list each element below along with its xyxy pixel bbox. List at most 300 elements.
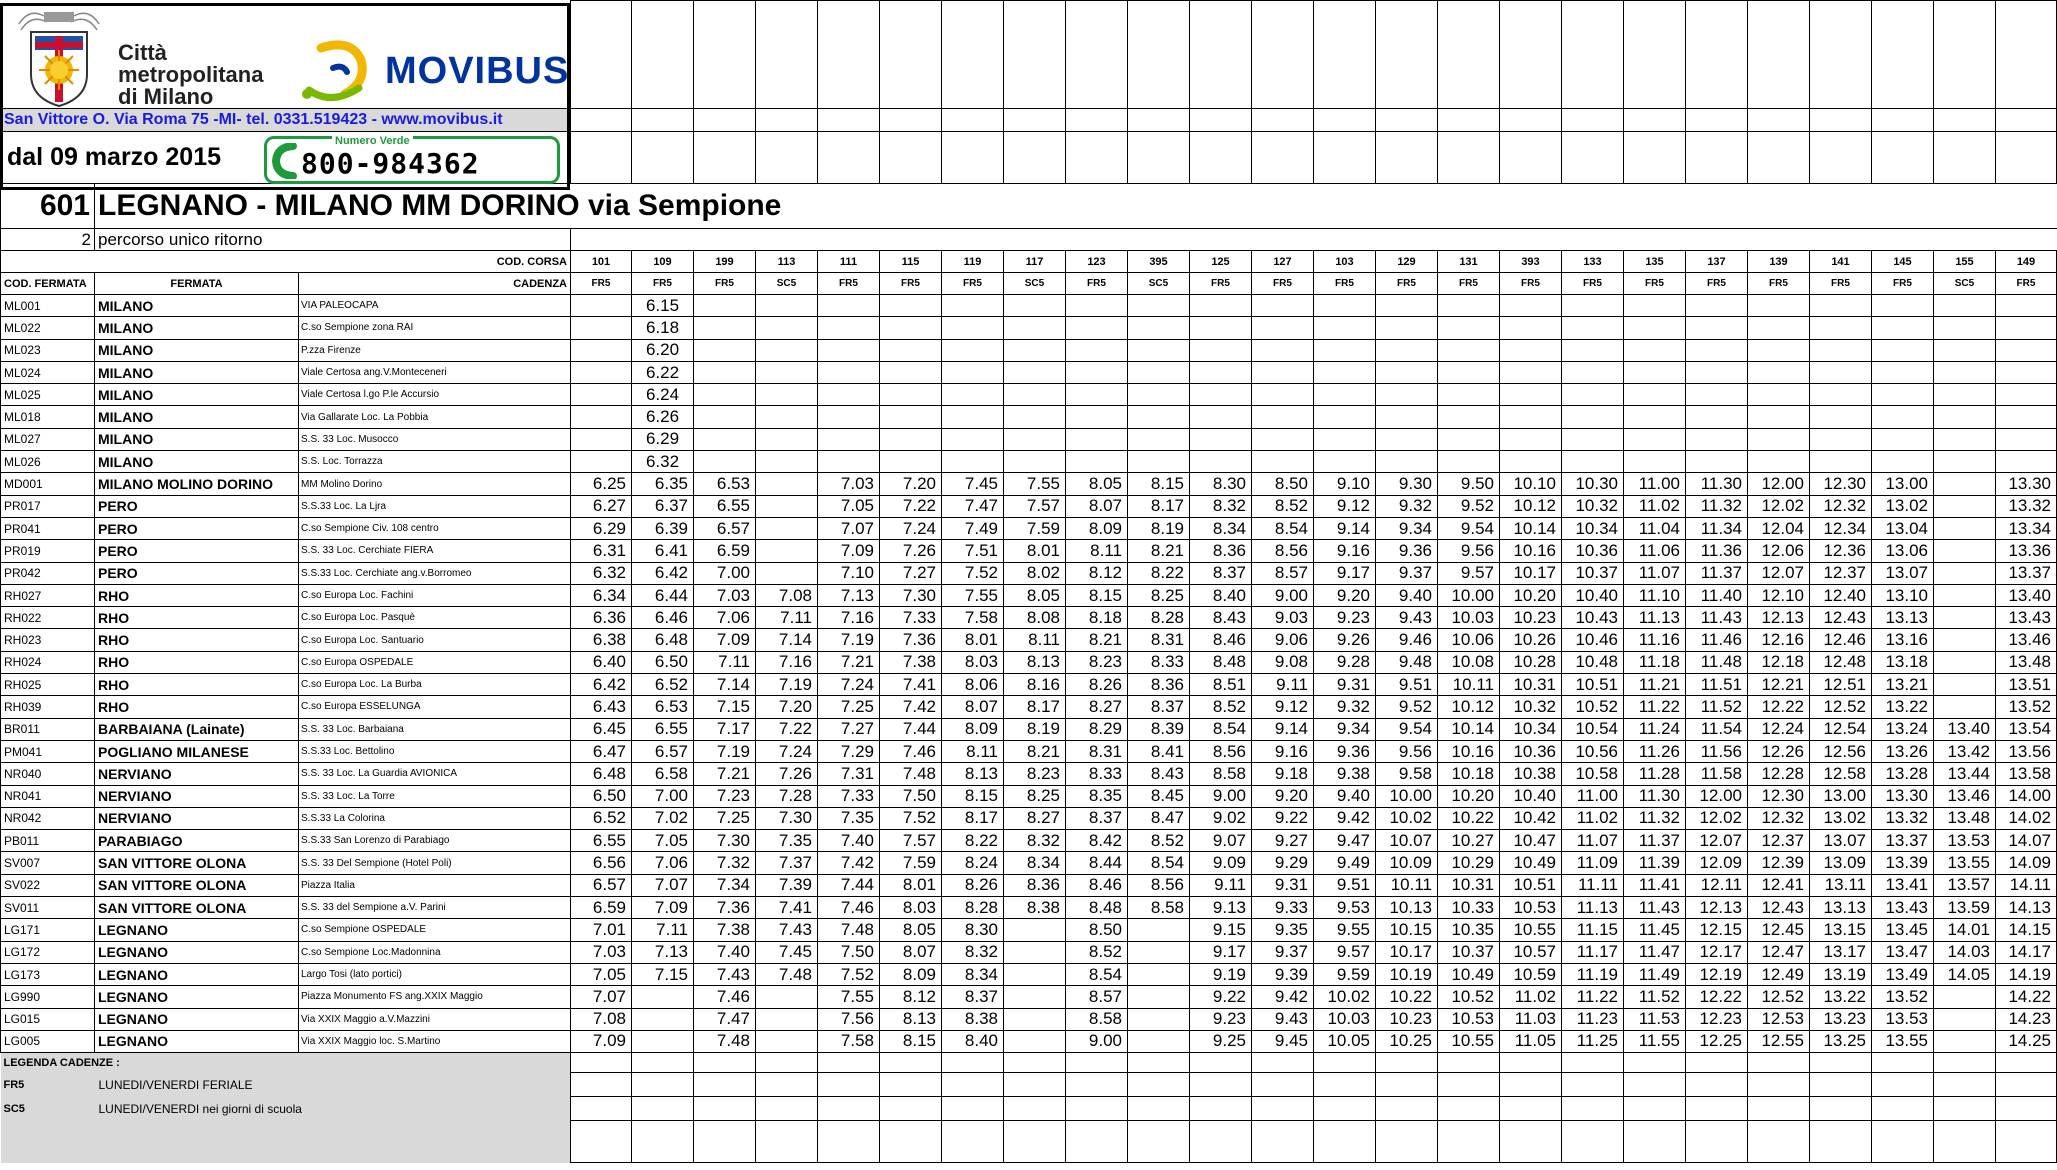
stop-address: C.so Europa Loc. Fachini (299, 584, 571, 606)
departure-time: 8.13 (880, 1008, 942, 1030)
departure-time: 13.22 (1810, 986, 1872, 1008)
direction-code: 2 (1, 229, 95, 251)
empty-cell (1562, 1073, 1624, 1097)
stop-code: PB011 (1, 830, 95, 852)
departure-time: 10.02 (1314, 986, 1376, 1008)
departure-time (1934, 406, 1996, 428)
stop-row (1, 406, 2057, 428)
departure-time: 13.49 (1872, 963, 1934, 985)
stop-address: C.so Sempione Loc.Madonnina (299, 941, 571, 963)
departure-time: 7.30 (694, 830, 756, 852)
departure-time: 9.43 (1376, 607, 1438, 629)
empty-cell (632, 1073, 694, 1097)
departure-time (1686, 295, 1748, 317)
departure-time: 8.33 (1128, 651, 1190, 673)
departure-time: 13.46 (1996, 629, 2057, 651)
departure-time: 8.37 (942, 986, 1004, 1008)
departure-time: 7.19 (694, 740, 756, 762)
departure-time: 7.55 (1004, 473, 1066, 495)
empty-cell (1438, 229, 1500, 251)
empty-cell (880, 1097, 942, 1121)
departure-time (880, 361, 942, 383)
empty-cell (1872, 1053, 1934, 1073)
departure-time: 8.57 (1066, 986, 1128, 1008)
trip-cadence: FR5 (1500, 273, 1562, 295)
departure-time: 8.29 (1066, 718, 1128, 740)
departure-time: 10.38 (1500, 763, 1562, 785)
departure-time: 7.41 (756, 897, 818, 919)
empty-cell (1128, 1053, 1190, 1073)
trip-cadence: FR5 (1252, 273, 1314, 295)
empty-cell (1252, 1053, 1314, 1073)
departure-time (694, 384, 756, 406)
departure-time: 11.49 (1624, 963, 1686, 985)
departure-time: 13.42 (1934, 740, 1996, 762)
empty-cell (694, 1097, 756, 1121)
departure-time (1934, 495, 1996, 517)
departure-time (1252, 295, 1314, 317)
empty-cell (1686, 1097, 1748, 1121)
departure-time: 8.25 (1128, 584, 1190, 606)
departure-time: 13.47 (1872, 941, 1934, 963)
departure-time: 7.22 (880, 495, 942, 517)
departure-time: 9.10 (1314, 473, 1376, 495)
departure-time (1624, 406, 1686, 428)
stop-address: S.S.33 San Lorenzo di Parabiago (299, 830, 571, 852)
departure-time: 13.06 (1872, 540, 1934, 562)
departure-time: 8.54 (1252, 517, 1314, 539)
departure-time: 13.52 (1872, 986, 1934, 1008)
departure-time: 9.53 (1314, 897, 1376, 919)
departure-time: 13.17 (1810, 941, 1872, 963)
departure-time: 10.48 (1562, 651, 1624, 673)
empty-cell (1872, 132, 1934, 184)
departure-time (880, 428, 942, 450)
departure-time: 9.34 (1314, 718, 1376, 740)
departure-time (1934, 295, 1996, 317)
departure-time: 13.19 (1810, 963, 1872, 985)
departure-time: 6.35 (632, 473, 694, 495)
departure-time: 9.36 (1376, 540, 1438, 562)
departure-time (756, 339, 818, 361)
departure-time: 10.36 (1562, 540, 1624, 562)
stop-name: MILANO (95, 361, 299, 383)
departure-time (1190, 295, 1252, 317)
empty-cell (1438, 1121, 1500, 1163)
departure-time: 10.32 (1562, 495, 1624, 517)
departure-time: 13.07 (1872, 562, 1934, 584)
empty-cell (1748, 1, 1810, 109)
trip-code: 123 (1066, 251, 1128, 273)
departure-time: 8.30 (942, 919, 1004, 941)
stop-address: S.S. 33 Loc. La Guardia AVIONICA (299, 763, 571, 785)
departure-time: 8.03 (880, 897, 942, 919)
departure-time: 10.15 (1376, 919, 1438, 941)
empty-cell (1128, 1121, 1190, 1163)
departure-time: 8.44 (1066, 852, 1128, 874)
departure-time: 7.07 (571, 986, 632, 1008)
departure-time (1562, 428, 1624, 450)
departure-time (1190, 428, 1252, 450)
empty-cell (1376, 109, 1438, 132)
stop-address: Piazza Italia (299, 874, 571, 896)
departure-time: 7.52 (942, 562, 1004, 584)
departure-time: 9.20 (1252, 785, 1314, 807)
departure-time: 9.28 (1314, 651, 1376, 673)
departure-time: 10.58 (1562, 763, 1624, 785)
departure-time (1252, 406, 1314, 428)
departure-time: 11.30 (1686, 473, 1748, 495)
empty-cell (880, 229, 942, 251)
departure-time: 11.45 (1624, 919, 1686, 941)
departure-time: 11.40 (1686, 584, 1748, 606)
stop-name: MILANO (95, 339, 299, 361)
departure-time: 6.55 (694, 495, 756, 517)
empty-cell (694, 109, 756, 132)
departure-time: 7.08 (571, 1008, 632, 1030)
departure-time (1872, 428, 1934, 450)
stop-code: ML025 (1, 384, 95, 406)
departure-time (1128, 384, 1190, 406)
departure-time (1500, 384, 1562, 406)
fermata-label: FERMATA (95, 273, 299, 295)
stop-address: Via Gallarate Loc. La Pobbia (299, 406, 571, 428)
departure-time: 7.33 (880, 607, 942, 629)
departure-time (880, 384, 942, 406)
departure-time: 10.55 (1438, 1030, 1500, 1052)
org-name: Città metropolitana di Milano (118, 40, 264, 109)
trip-code: 133 (1562, 251, 1624, 273)
departure-time: 12.56 (1810, 740, 1872, 762)
departure-time: 12.55 (1748, 1030, 1810, 1052)
stop-code: SV022 (1, 874, 95, 896)
departure-time: 10.49 (1500, 852, 1562, 874)
departure-time: 12.00 (1686, 785, 1748, 807)
departure-time (1128, 919, 1190, 941)
departure-time: 11.07 (1624, 562, 1686, 584)
departure-time: 7.16 (756, 651, 818, 673)
departure-time (942, 339, 1004, 361)
departure-time: 13.28 (1872, 763, 1934, 785)
departure-time: 11.09 (1562, 852, 1624, 874)
departure-time: 7.48 (880, 763, 942, 785)
empty-cell (1190, 1121, 1252, 1163)
departure-time: 13.48 (1934, 807, 1996, 829)
phone-handset-icon (271, 143, 299, 179)
departure-time: 10.19 (1376, 963, 1438, 985)
stop-name: PERO (95, 517, 299, 539)
departure-time: 7.05 (632, 830, 694, 852)
departure-time: 13.51 (1996, 674, 2057, 696)
departure-time (1314, 339, 1376, 361)
departure-time: 14.05 (1934, 963, 1996, 985)
departure-time: 7.00 (694, 562, 756, 584)
departure-time: 8.40 (942, 1030, 1004, 1052)
trip-cadence: FR5 (1190, 273, 1252, 295)
departure-time: 13.43 (1872, 897, 1934, 919)
departure-time: 13.56 (1996, 740, 2057, 762)
departure-time: 12.19 (1686, 963, 1748, 985)
departure-time: 10.02 (1376, 807, 1438, 829)
trip-cadence: FR5 (1376, 273, 1438, 295)
empty-cell (1934, 1073, 1996, 1097)
departure-time: 9.03 (1252, 607, 1314, 629)
departure-time (694, 428, 756, 450)
departure-time (1004, 339, 1066, 361)
empty-cell (1128, 1097, 1190, 1121)
departure-time: 8.11 (942, 740, 1004, 762)
departure-time: 6.57 (632, 740, 694, 762)
stop-row (1, 897, 2057, 919)
stop-code: NR041 (1, 785, 95, 807)
empty-cell (632, 1121, 694, 1163)
departure-time (694, 406, 756, 428)
departure-time (880, 451, 942, 473)
empty-cell (1066, 1073, 1128, 1097)
departure-time: 8.37 (1128, 696, 1190, 718)
departure-time: 11.22 (1562, 986, 1624, 1008)
departure-time (571, 384, 632, 406)
departure-time: 9.42 (1314, 807, 1376, 829)
departure-time: 9.22 (1190, 986, 1252, 1008)
departure-time (1934, 1008, 1996, 1030)
departure-time: 6.59 (571, 897, 632, 919)
stop-code: RH022 (1, 607, 95, 629)
empty-cell (694, 1, 756, 109)
departure-time (1934, 674, 1996, 696)
departure-time: 7.50 (880, 785, 942, 807)
departure-time: 6.15 (632, 295, 694, 317)
departure-time (1004, 941, 1066, 963)
departure-time (1562, 361, 1624, 383)
toll-free-number: 800-984362 (301, 147, 480, 180)
departure-time: 7.49 (942, 517, 1004, 539)
departure-time: 8.09 (942, 718, 1004, 740)
departure-time: 7.05 (818, 495, 880, 517)
departure-time: 7.48 (756, 963, 818, 985)
trip-code: 137 (1686, 251, 1748, 273)
departure-time: 12.09 (1686, 852, 1748, 874)
departure-time: 7.40 (694, 941, 756, 963)
empty-cell (1314, 1073, 1376, 1097)
departure-time: 7.44 (880, 718, 942, 740)
empty-cell (1996, 132, 2057, 184)
departure-time: 9.35 (1252, 919, 1314, 941)
departure-time: 13.41 (1872, 874, 1934, 896)
stop-name: MILANO (95, 451, 299, 473)
departure-time: 8.36 (1004, 874, 1066, 896)
departure-time: 10.54 (1562, 718, 1624, 740)
trip-code: 119 (942, 251, 1004, 273)
stop-row (1, 852, 2057, 874)
departure-time (1996, 339, 2057, 361)
empty-cell (1252, 1121, 1314, 1163)
trip-code: 103 (1314, 251, 1376, 273)
empty-cell (1004, 1, 1066, 109)
departure-time: 6.47 (571, 740, 632, 762)
departure-time (880, 317, 942, 339)
departure-time: 6.29 (632, 428, 694, 450)
departure-time: 8.36 (1190, 540, 1252, 562)
stop-name: MILANO (95, 317, 299, 339)
empty-cell (942, 1097, 1004, 1121)
departure-time (756, 406, 818, 428)
departure-time: 9.39 (1252, 963, 1314, 985)
cod-fermata-label: COD. FERMATA (1, 273, 95, 295)
stop-name: MILANO (95, 428, 299, 450)
departure-time: 10.26 (1500, 629, 1562, 651)
departure-time: 6.57 (571, 874, 632, 896)
empty-cell (818, 1073, 880, 1097)
departure-time (1004, 406, 1066, 428)
stop-name: RHO (95, 674, 299, 696)
departure-time: 9.12 (1314, 495, 1376, 517)
departure-time (1996, 406, 2057, 428)
departure-time: 13.57 (1934, 874, 1996, 896)
departure-time: 11.02 (1500, 986, 1562, 1008)
empty-cell (1748, 109, 1810, 132)
departure-time: 10.40 (1500, 785, 1562, 807)
departure-time: 8.54 (1066, 963, 1128, 985)
departure-time (1934, 361, 1996, 383)
departure-time: 8.07 (942, 696, 1004, 718)
departure-time: 8.27 (1004, 807, 1066, 829)
departure-time: 7.27 (880, 562, 942, 584)
departure-time: 7.06 (694, 607, 756, 629)
departure-time (1500, 317, 1562, 339)
departure-time (1624, 428, 1686, 450)
departure-time: 12.52 (1810, 696, 1872, 718)
departure-time: 7.07 (632, 874, 694, 896)
departure-time: 8.15 (942, 785, 1004, 807)
departure-time: 13.04 (1872, 517, 1934, 539)
empty-cell (1004, 1073, 1066, 1097)
departure-time: 14.15 (1996, 919, 2057, 941)
departure-time (1066, 406, 1128, 428)
departure-time (756, 473, 818, 495)
departure-time: 11.23 (1562, 1008, 1624, 1030)
departure-time: 14.03 (1934, 941, 1996, 963)
departure-time: 7.09 (694, 629, 756, 651)
departure-time: 12.21 (1748, 674, 1810, 696)
departure-time: 8.22 (942, 830, 1004, 852)
empty-cell (571, 1097, 632, 1121)
departure-time: 11.39 (1624, 852, 1686, 874)
departure-time (1996, 451, 2057, 473)
departure-time: 8.13 (1004, 651, 1066, 673)
city-crest-icon (9, 4, 109, 108)
empty-cell (1996, 1121, 2057, 1163)
stop-code: RH024 (1, 651, 95, 673)
trip-code: 155 (1934, 251, 1996, 273)
empty-cell (1500, 229, 1562, 251)
departure-time: 7.09 (571, 1030, 632, 1052)
stop-row (1, 919, 2057, 941)
stop-address: Via XXIX Maggio loc. S.Martino (299, 1030, 571, 1052)
trip-code: 111 (818, 251, 880, 273)
departure-time: 10.56 (1562, 740, 1624, 762)
stop-address: S.S. 33 Loc. Cerchiate FIERA (299, 540, 571, 562)
departure-time (1934, 1030, 1996, 1052)
trip-cadence: FR5 (1562, 273, 1624, 295)
departure-time: 12.28 (1748, 763, 1810, 785)
stop-address: S.S.33 Loc. La Ljra (299, 495, 571, 517)
departure-time: 11.00 (1624, 473, 1686, 495)
stop-row (1, 629, 2057, 651)
departure-time: 10.17 (1500, 562, 1562, 584)
stop-code: PR019 (1, 540, 95, 562)
trip-cadence: SC5 (1934, 273, 1996, 295)
stop-code: RH039 (1, 696, 95, 718)
empty-cell (880, 1121, 942, 1163)
departure-time: 11.19 (1562, 963, 1624, 985)
departure-time (1004, 986, 1066, 1008)
trip-code: 393 (1500, 251, 1562, 273)
departure-time: 9.31 (1252, 874, 1314, 896)
departure-time: 14.19 (1996, 963, 2057, 985)
departure-time: 12.45 (1748, 919, 1810, 941)
departure-time: 13.58 (1996, 763, 2057, 785)
departure-time: 10.22 (1376, 986, 1438, 1008)
empty-cell (1190, 132, 1252, 184)
stop-name: POGLIANO MILANESE (95, 740, 299, 762)
departure-time: 12.43 (1748, 897, 1810, 919)
departure-time: 6.52 (571, 807, 632, 829)
departure-time: 9.00 (1190, 785, 1252, 807)
empty-cell (818, 1, 880, 109)
stop-row (1, 740, 2057, 762)
empty-cell (1314, 1121, 1376, 1163)
departure-time: 10.06 (1438, 629, 1500, 651)
departure-time: 8.39 (1128, 718, 1190, 740)
empty-cell (1128, 229, 1190, 251)
departure-time (942, 451, 1004, 473)
stop-name: PERO (95, 562, 299, 584)
empty-cell (1438, 1053, 1500, 1073)
trip-cadence: FR5 (1810, 273, 1872, 295)
empty-cell (818, 1097, 880, 1121)
departure-time: 9.11 (1252, 674, 1314, 696)
empty-cell (756, 229, 818, 251)
empty-cell (756, 1, 818, 109)
cadence-row (1, 273, 2057, 295)
toll-free-badge[interactable] (264, 136, 560, 184)
empty-cell (1438, 109, 1500, 132)
departure-time: 13.32 (1996, 495, 2057, 517)
departure-time: 10.12 (1438, 696, 1500, 718)
empty-cell (632, 132, 694, 184)
departure-time: 12.54 (1810, 718, 1872, 740)
empty-cell (694, 1073, 756, 1097)
stop-row (1, 696, 2057, 718)
departure-time: 8.35 (1066, 785, 1128, 807)
departure-time (1934, 339, 1996, 361)
departure-time: 10.35 (1438, 919, 1500, 941)
stop-code: ML027 (1, 428, 95, 450)
stop-code: NR042 (1, 807, 95, 829)
departure-time: 7.36 (880, 629, 942, 651)
departure-time: 8.05 (1066, 473, 1128, 495)
empty-cell (942, 132, 1004, 184)
departure-time: 13.53 (1872, 1008, 1934, 1030)
departure-time: 10.40 (1562, 584, 1624, 606)
trip-code: 117 (1004, 251, 1066, 273)
empty-cell (1500, 132, 1562, 184)
empty-cell (1562, 1053, 1624, 1073)
departure-time: 7.46 (694, 986, 756, 1008)
departure-time: 7.52 (880, 807, 942, 829)
empty-cell (632, 109, 694, 132)
